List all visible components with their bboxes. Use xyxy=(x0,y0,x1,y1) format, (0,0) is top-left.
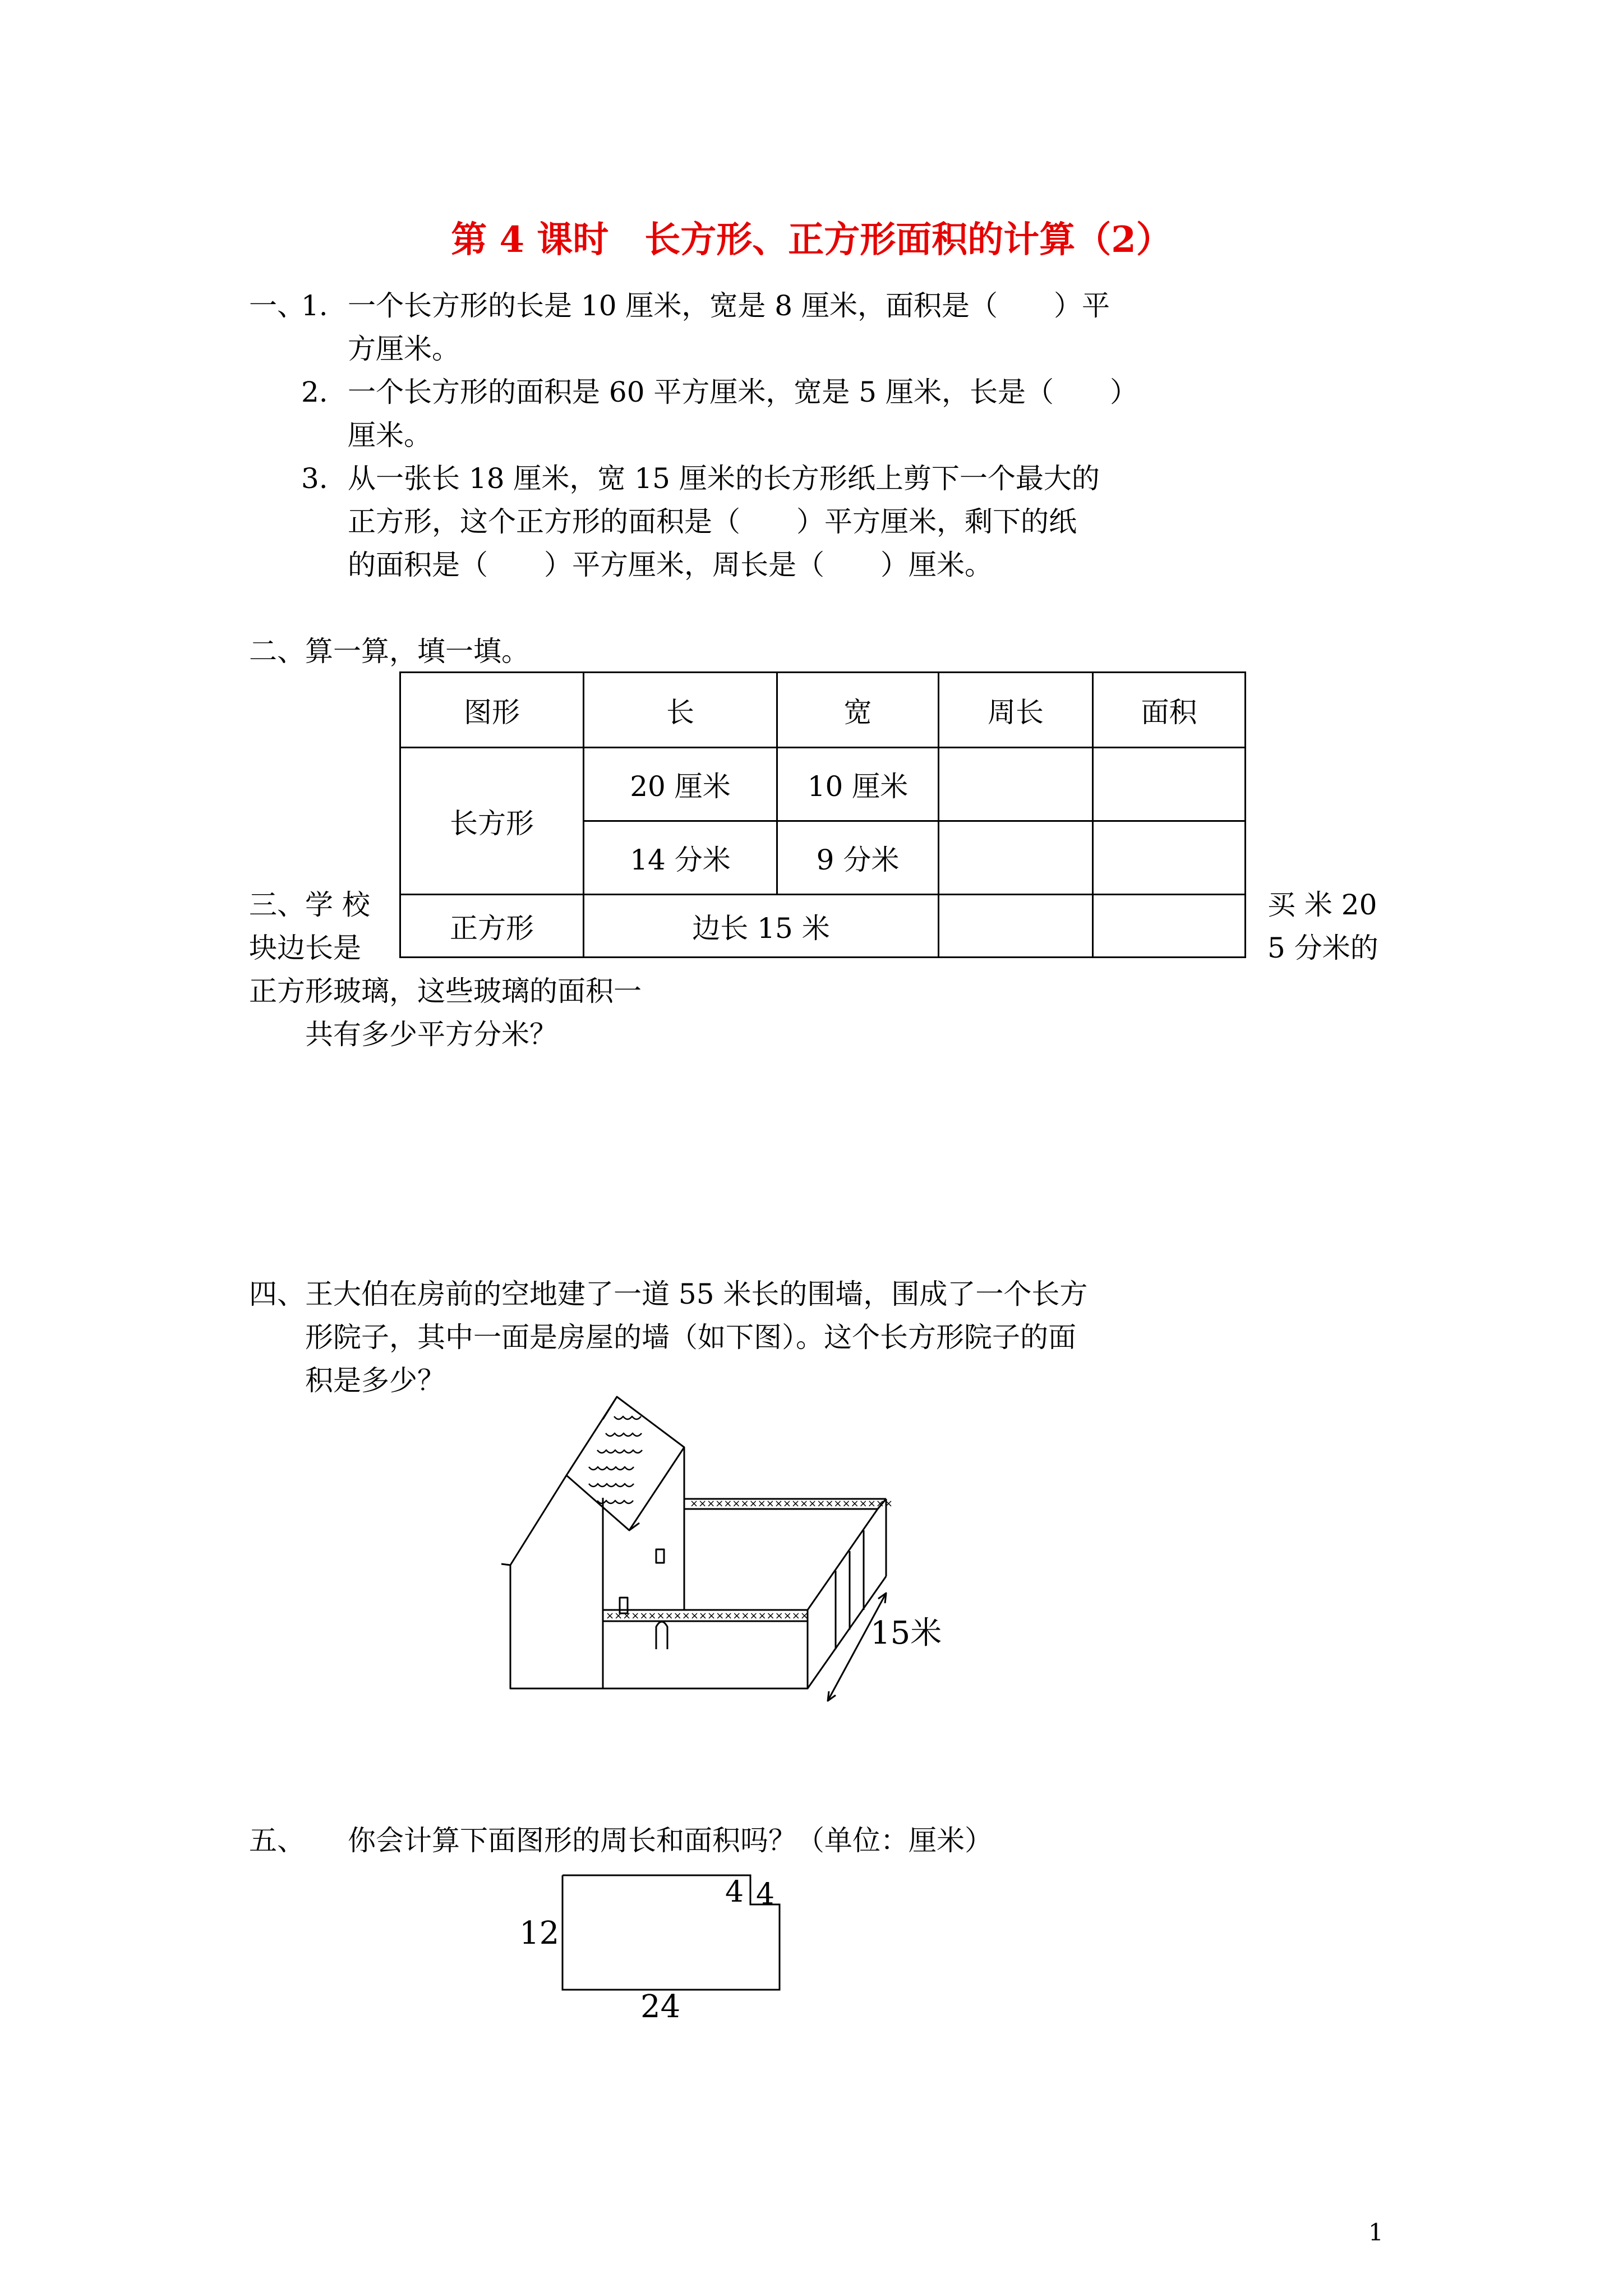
q3-line2: 正方形，这个正方形的面积是（ ）平方厘米，剩下的纸 xyxy=(348,505,1077,538)
q3-number: 3. xyxy=(301,462,328,495)
section1-label: 一、 xyxy=(249,289,305,322)
table-cell: 14 分米 xyxy=(584,821,777,895)
answer-cell[interactable] xyxy=(1093,748,1246,821)
section4-line3: 积是多少？ xyxy=(305,1364,445,1397)
header-perimeter: 周长 xyxy=(939,673,1093,748)
square-side: 边长 15 米 xyxy=(584,895,939,958)
page-number: 1 xyxy=(1368,2219,1384,2246)
house-courtyard-figure xyxy=(494,1386,976,1722)
answer-cell[interactable] xyxy=(939,895,1093,958)
section4-line1: 四、王大伯在房前的空地建了一道 55 米长的围墙，围成了一个长方 xyxy=(249,1278,1088,1310)
rect-label: 长方形 xyxy=(400,748,584,895)
q2-line1: 一个长方形的面积是 60 平方厘米，宽是 5 厘米，长是（ ） xyxy=(348,376,1138,408)
q2-number: 2. xyxy=(301,376,328,408)
section3-line4: 共有多少平方分米？ xyxy=(305,1018,557,1051)
table-cell: 10 厘米 xyxy=(777,748,939,821)
answer-cell[interactable] xyxy=(939,821,1093,895)
q2-line2: 厘米。 xyxy=(348,419,432,452)
q3-line1: 从一张长 18 厘米，宽 15 厘米的长方形纸上剪下一个最大的 xyxy=(348,462,1100,495)
header-shape: 图形 xyxy=(400,673,584,748)
q1-line1: 一个长方形的长是 10 厘米，宽是 8 厘米，面积是（ ）平 xyxy=(348,289,1110,322)
q1-line2: 方厘米。 xyxy=(348,333,460,365)
header-length: 长 xyxy=(584,673,777,748)
header-width: 宽 xyxy=(777,673,939,748)
section5-label: 五、 xyxy=(249,1824,305,1857)
q3-line3: 的面积是（ ）平方厘米，周长是（ ）厘米。 xyxy=(348,549,993,581)
answer-cell[interactable] xyxy=(1093,895,1246,958)
table-cell: 20 厘米 xyxy=(584,748,777,821)
section3-line2-left: 块边长是 xyxy=(249,932,361,964)
header-area: 面积 xyxy=(1093,673,1246,748)
section3-line2-right: 5 分米的 xyxy=(1267,932,1378,964)
page-title: 第 4 课时 长方形、正方形面积的计算（2） xyxy=(451,219,1172,261)
section2-label: 二、算一算，填一填。 xyxy=(249,635,529,668)
dimension-label-15m: 15米 xyxy=(870,1615,942,1651)
fence-cross-marks: ×××××××××××××××××××××××× xyxy=(606,1610,809,1622)
answer-cell[interactable] xyxy=(1093,821,1246,895)
label-24: 24 xyxy=(640,1989,681,2025)
answer-cell[interactable] xyxy=(939,748,1093,821)
section3-line1-left: 三、学 校 xyxy=(249,889,370,921)
section3-line1-right: 买 米 20 xyxy=(1267,889,1377,921)
label-12: 12 xyxy=(519,1915,560,1952)
table-cell: 9 分米 xyxy=(777,821,939,895)
q1-number: 1. xyxy=(301,289,328,322)
label-notch-b: 4 xyxy=(756,1878,775,1911)
section3-line3: 正方形玻璃，这些玻璃的面积一 xyxy=(249,975,642,1007)
square-label: 正方形 xyxy=(400,895,584,958)
label-notch-a: 4 xyxy=(725,1875,744,1909)
section5-text: 你会计算下面图形的周长和面积吗？（单位：厘米） xyxy=(348,1824,993,1857)
section4-line2: 形院子，其中一面是房屋的墙（如下图）。这个长方形院子的面 xyxy=(305,1321,1076,1354)
fence-cross-marks: ×××××××××××××××××××××××× xyxy=(690,1498,893,1510)
data-table xyxy=(399,671,1246,958)
